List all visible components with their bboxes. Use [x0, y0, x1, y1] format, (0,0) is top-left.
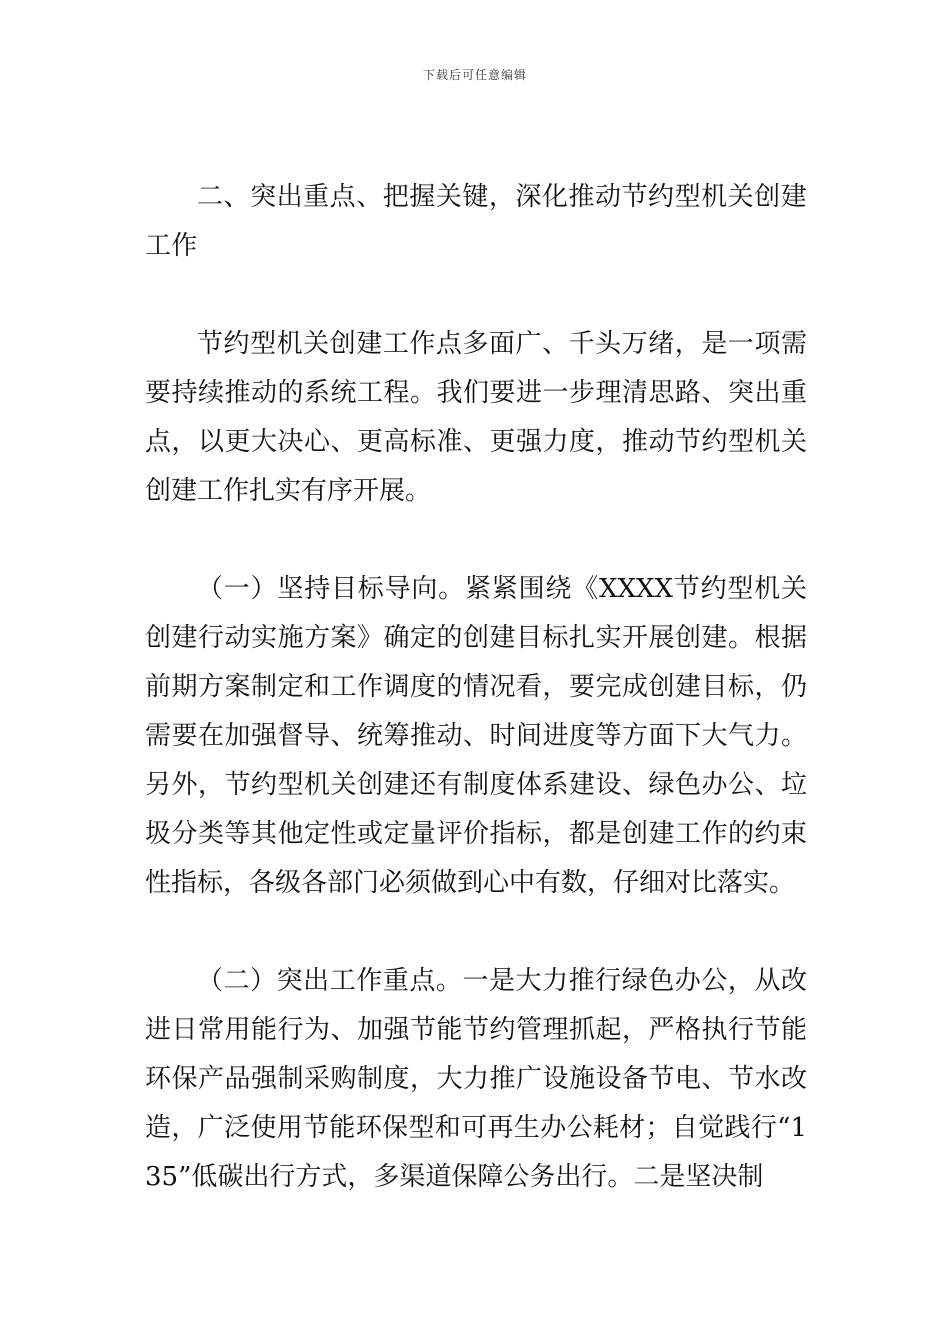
paragraph-intro: 节约型机关创建工作点多面广、千头万绪，是一项需要持续推动的系统工程。我们要进一步理清思路、突出重点，以更大决心、更高标准、更强力度，推动节约型机关创建工作扎实有序开展。	[145, 329, 807, 506]
document-body	[145, 173, 807, 1202]
paragraph-goal-oriented: （一）坚持目标导向。紧紧围绕《XXXX节约型机关创建行动实施方案》确定的创建目标扎实开展创建。根据前期方案制定和工作调度的情况看，要完成创建目标，仍需要在加强督导、统筹推动、时间进度等方面下大气力。另外，节约型机关创建还有制度体系建设、绿色办公、垃圾分类等其他定性或定量评价指标，都是创建工作的约束性指标，各级各部门必须做到心中有数，仔细对比落实。	[145, 574, 807, 898]
paragraph-work-focus: （二）突出工作重点。一是大力推行绿色办公，从改进日常用能行为、加强节能节约管理抓起，严格执行节能环保产品强制采购制度，大力推广设施设备节电、节水改造，广泛使用节能环保型和可再生办公耗材；自觉践行“135”低碳出行方式，多渠道保障公务出行。二是坚决制	[145, 966, 807, 1192]
header-note: 下载后可任意编辑	[422, 68, 527, 82]
section-heading: 二、突出重点、把握关键，深化推动节约型机关创建工作	[145, 182, 807, 261]
